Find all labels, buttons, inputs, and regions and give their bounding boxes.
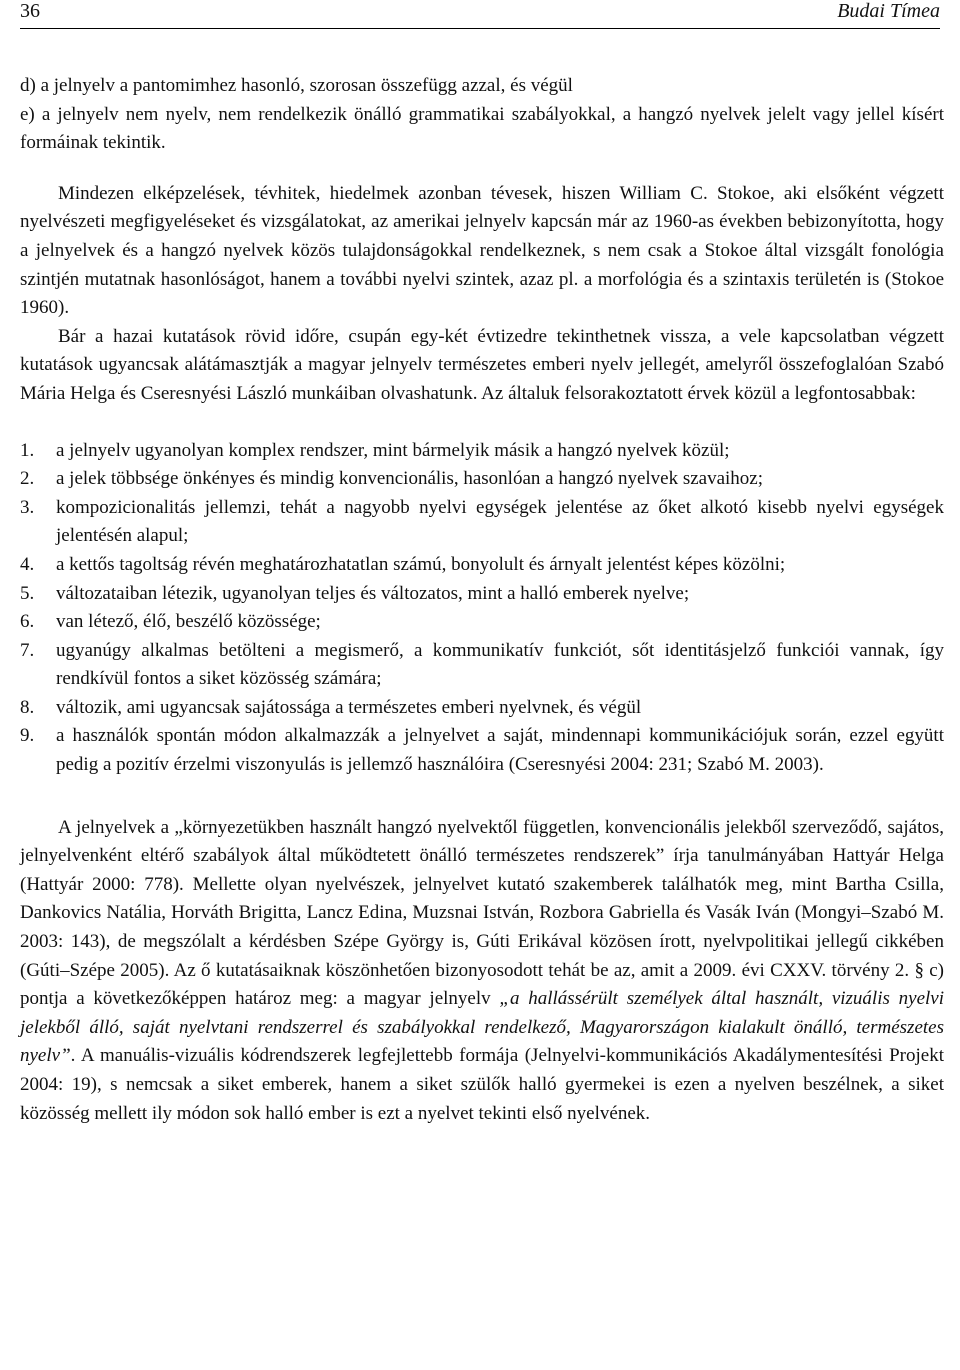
list-item — [20, 494, 944, 551]
list-item-number: 7. — [20, 639, 35, 661]
list-item — [20, 465, 944, 494]
paragraph-hazai-kutatasok: Bár a hazai kutatások rövid időre, csupán egy-két évtizedre tekinthetnek vissza, a vele kapcsolatban végzett kutatások ugyancsak alátámasztják a magyar jelnyelv természetes emberi nyelv jellegét, amelyről összefoglalóan Szabó Mária Helga és Cseresnyési László munkáiban olvashatunk. Az általuk felsorakoztatott érvek közül a legfontosabbak: — [20, 325, 944, 404]
list-item — [20, 694, 944, 723]
list-item-number: 4. — [20, 553, 35, 575]
list-item-number: 3. — [20, 496, 35, 518]
list-item-text: a használók spontán módon alkalmazzák a jelnyelvet a saját, mindennapi kommunikációjuk során, ezzel együtt pedig a pozitív érzelmi viszonyulás is jellemző használóira (Cseresnyési 2004: 231; Szabó M. 2003). — [56, 725, 944, 776]
paragraph-text: A jelnyelvek a „környezetükben használt hangzó nyelvektől független, konvencionális jelekből szerveződő, sajátos, jelnyelvenként eltérő szabályok által működtetett önálló természetes rendszerek” írja tanulmányában Hattyár Helga (Hattyár 2000: 778). Mellette olyan nyelvészek, jelnyelvet kutató szakemberek találhatók meg, mint Bartha Csilla, Dankovics Natália, Horváth Brigitta, Lancz Edina, Muzsnai István, Rozbora Gabriella és Vasák Iván (Mongyi–Szabó M. 2003: 143), de megszólalt a kérdésben Szépe György is, Gúti Erikával közösen írott, nyelvpolitikai jellegű cikkében (Gúti–Szépe 2005). Az ő kutatásaiknak köszönhetően bizonyosodott tehát be az, amit a 2009. évi CXXV. törvény 2. § c) pontja a következőképpen határoz meg: a magyar jelnyelv — [20, 816, 944, 1010]
list-item-number: 5. — [20, 582, 35, 604]
list-item-text: a jelek többsége önkényes és mindig konvencionális, hasonlóan a hangzó nyelvek szavaihoz; — [56, 468, 764, 490]
list-item — [20, 608, 944, 637]
list-item-text: változataiban létezik, ugyanolyan teljes és változatos, mint a halló emberek nyelve; — [56, 582, 690, 604]
intro-line-d: d) a jelnyelv a pantomimhez hasonló, szorosan összefügg azzal, és végül — [20, 75, 573, 96]
list-item-text: van létező, élő, beszélő közössége; — [56, 611, 321, 633]
list-item — [20, 551, 944, 580]
page-number: 36 — [20, 0, 40, 22]
paragraph-jelnyelvek-definicio — [20, 814, 944, 1129]
list-item-number: 6. — [20, 611, 35, 633]
list-item — [20, 637, 944, 694]
list-item-text: a jelnyelv ugyanolyan komplex rendszer, mint bármelyik másik a hangzó nyelvek közül; — [56, 439, 730, 461]
running-head-author: Budai Tímea — [837, 0, 940, 22]
law-quote: „a hallássérült személyek által használt, vizuális nyelvi jelekből álló, saját nyelvtani rendszerrel és szabályokkal rendelkező, Magyarországon kialakult önálló, természetes nyelv” — [20, 988, 944, 1067]
argument-list — [20, 437, 944, 780]
document-body — [20, 72, 944, 1128]
list-item — [20, 722, 944, 779]
paragraph-stokoe: Mindezen elképzelések, tévhitek, hiedelmek azonban tévesek, hiszen William C. Stokoe, aki elsőként végzett nyelvészeti megfigyeléseket és vizsgálatokat, az amerikai jelnyelv kapcsán már az 1960-as években bebizonyította, hogy a jelnyelvek és a hangzó nyelvek közös tulajdonságokkal rendelkeznek, s nem csak a Stokoe által vizsgált fonológia szintjén mutatnak hasonlóságot, hanem a további nyelvi szintek, azaz pl. a morfológia és a szintaxis területén is (Stokoe 1960). — [20, 182, 944, 319]
list-item — [20, 437, 944, 466]
list-item-text: a kettős tagoltság révén meghatározhatatlan számú, bonyolult és árnyalt jelentést képes közölni; — [56, 553, 786, 575]
list-item — [20, 580, 944, 609]
list-item-text: ugyanúgy alkalmas betölteni a megismerő, a kommunikatív funkciót, sőt identitásjelző funkciói vannak, így rendkívül fontos a siket közösség számára; — [56, 639, 944, 690]
list-item-number: 1. — [20, 439, 35, 461]
list-item-number: 2. — [20, 468, 35, 490]
intro-line-e: e) a jelnyelv nem nyelv, nem rendelkezik önálló grammatikai szabályokkal, a hangzó nyelvek jelelt vagy jellel kísért formáinak tekintik. — [20, 103, 944, 154]
list-item-number: 8. — [20, 696, 35, 718]
page-header — [20, 0, 940, 29]
list-item-text: kompozicionalitás jellemzi, tehát a nagyobb nyelvi egységek jelentése az őket alkotó kisebb nyelvi egységek jelentésén alapul; — [56, 496, 944, 547]
list-item-number: 9. — [20, 725, 35, 747]
list-item-text: változik, ami ugyancsak sajátossága a természetes emberi nyelvnek, és végül — [56, 696, 642, 718]
paragraph-text: . A manuális-vizuális kódrendszerek legfejlettebb formája (Jelnyelvi-kommunikációs Akadálymentesítési Projekt 2004: 19), s nemcsak a siket emberek, hanem a siket szülők halló gyermekei is ezen a nyelven beszélnek, a siket közösség mellett ily módon sok halló ember is ezt a nyelvet tekinti első nyelvének. — [20, 1045, 944, 1124]
